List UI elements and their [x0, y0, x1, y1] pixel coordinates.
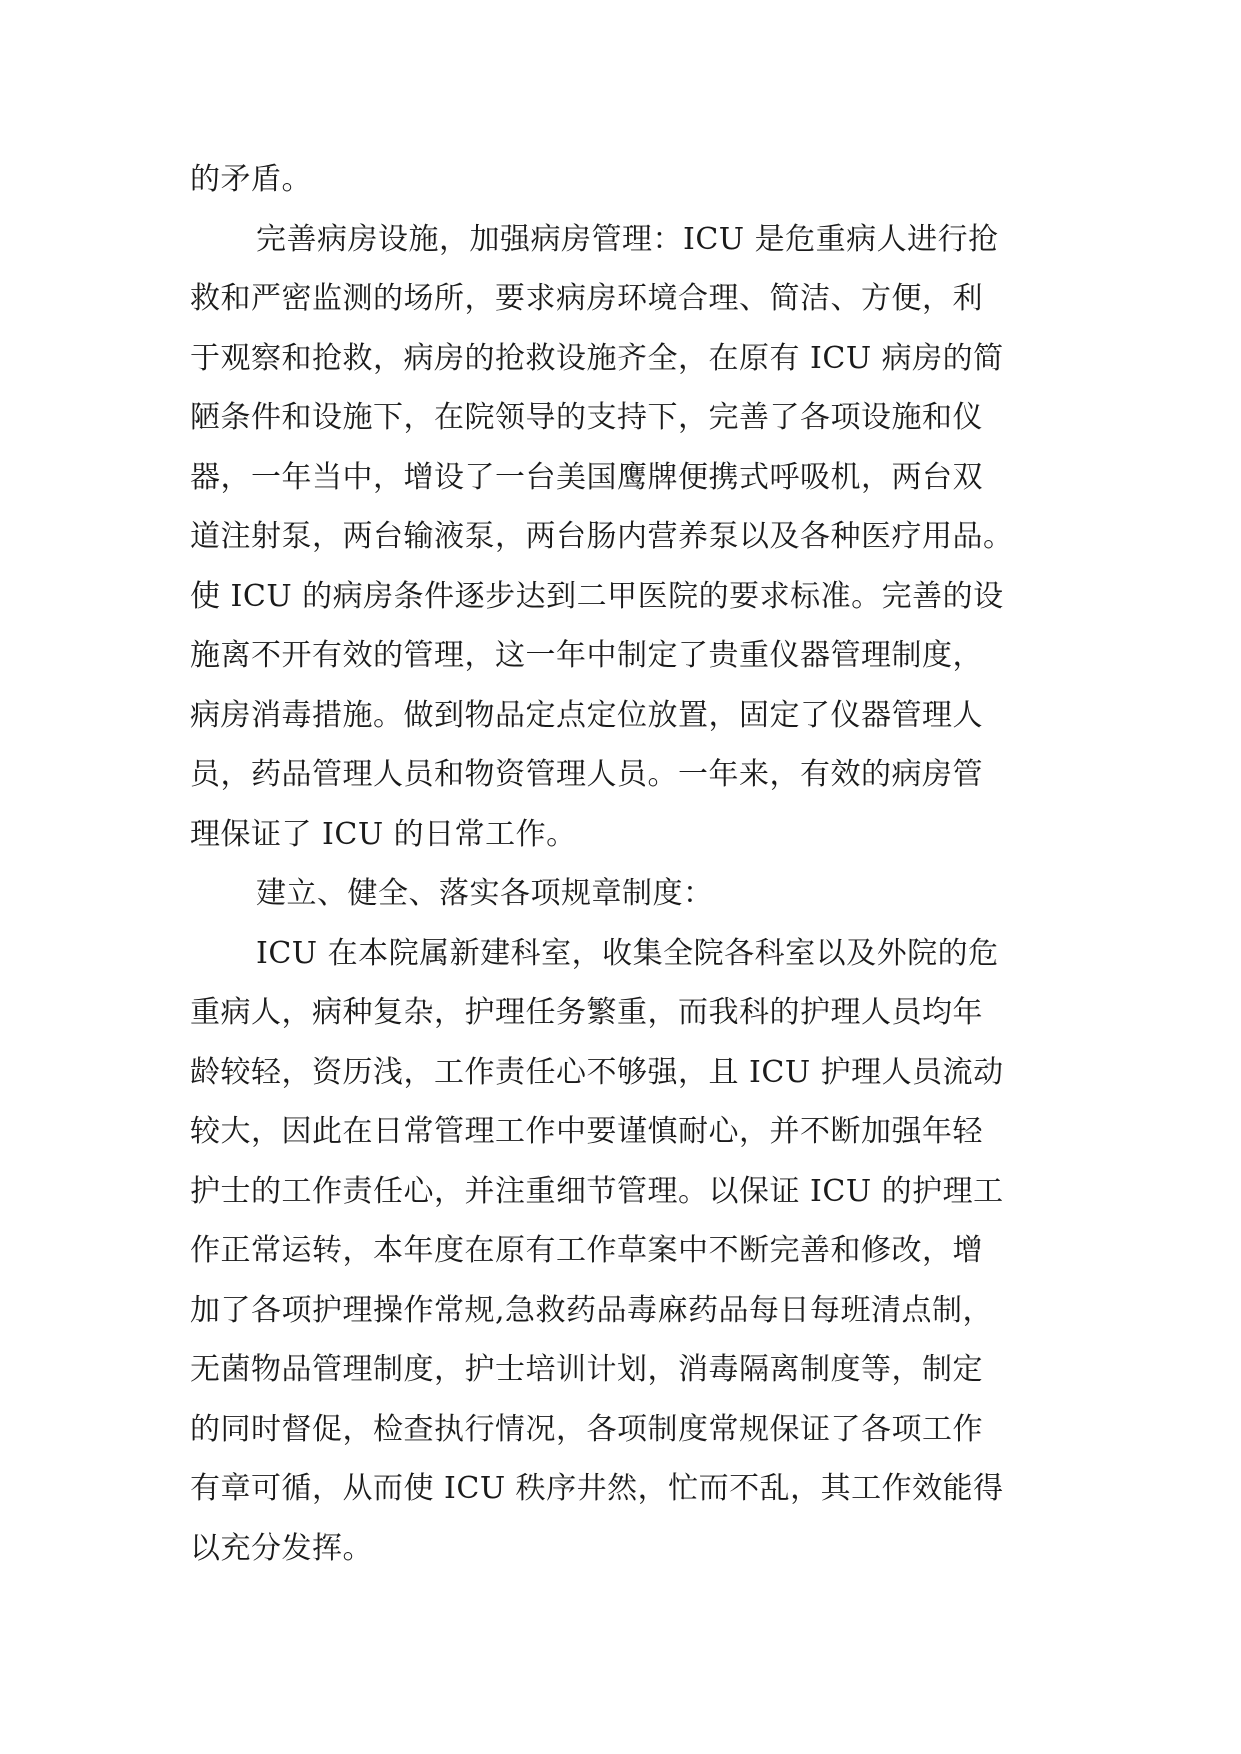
text-line: 龄较轻，资历浅，工作责任心不够强，且 ICU 护理人员流动	[190, 1054, 1004, 1090]
text-line: 护士的工作责任心，并注重细节管理。以保证 ICU 的护理工	[190, 1173, 1004, 1209]
text-line: 道注射泵，两台输液泵，两台肠内营养泵以及各种医疗用品。	[190, 519, 1014, 554]
text-line: 完善病房设施，加强病房管理：ICU 是危重病人进行抢	[256, 221, 999, 257]
document-body	[190, 150, 1060, 1578]
text-line: 较大，因此在日常管理工作中要谨慎耐心，并不断加强年轻	[190, 1114, 983, 1149]
text-line: 员，药品管理人员和物资管理人员。一年来，有效的病房管	[190, 757, 983, 792]
text-line: ICU 在本院属新建科室，收集全院各科室以及外院的危	[256, 935, 999, 971]
text-line: 病房消毒措施。做到物品定点定位放置，固定了仪器管理人	[190, 697, 983, 733]
text-line: 建立、健全、落实各项规章制度：	[256, 876, 714, 911]
text-line: 的矛盾。	[190, 162, 312, 197]
text-line: 有章可循，从而使 ICU 秩序井然，忙而不乱，其工作效能得	[190, 1471, 1004, 1506]
text-line: 的同时督促，检查执行情况，各项制度常规保证了各项工作	[190, 1411, 983, 1447]
text-line: 施离不开有效的管理，这一年中制定了贵重仪器管理制度，	[190, 638, 983, 673]
text-line: 器，一年当中，增设了一台美国鹰牌便携式呼吸机，两台双	[190, 459, 983, 495]
text-line: 无菌物品管理制度，护士培训计划，消毒隔离制度等，制定	[190, 1352, 983, 1387]
text-line: 于观察和抢救，病房的抢救设施齐全，在原有 ICU 病房的简	[190, 340, 1004, 376]
text-line: 陋条件和设施下，在院领导的支持下，完善了各项设施和仪	[190, 400, 983, 435]
text-line: 使 ICU 的病房条件逐步达到二甲医院的要求标准。完善的设	[190, 578, 1004, 614]
text-line: 救和严密监测的场所，要求病房环境合理、简洁、方便，利	[190, 281, 983, 316]
text-line: 加了各项护理操作常规,急救药品毒麻药品每日每班清点制，	[190, 1292, 994, 1328]
text-line: 理保证了 ICU 的日常工作。	[190, 816, 577, 852]
text-line: 重病人，病种复杂，护理任务繁重，而我科的护理人员均年	[190, 995, 983, 1030]
text-line: 作正常运转，本年度在原有工作草案中不断完善和修改，增	[190, 1233, 983, 1268]
text-line: 以充分发挥。	[190, 1530, 373, 1566]
